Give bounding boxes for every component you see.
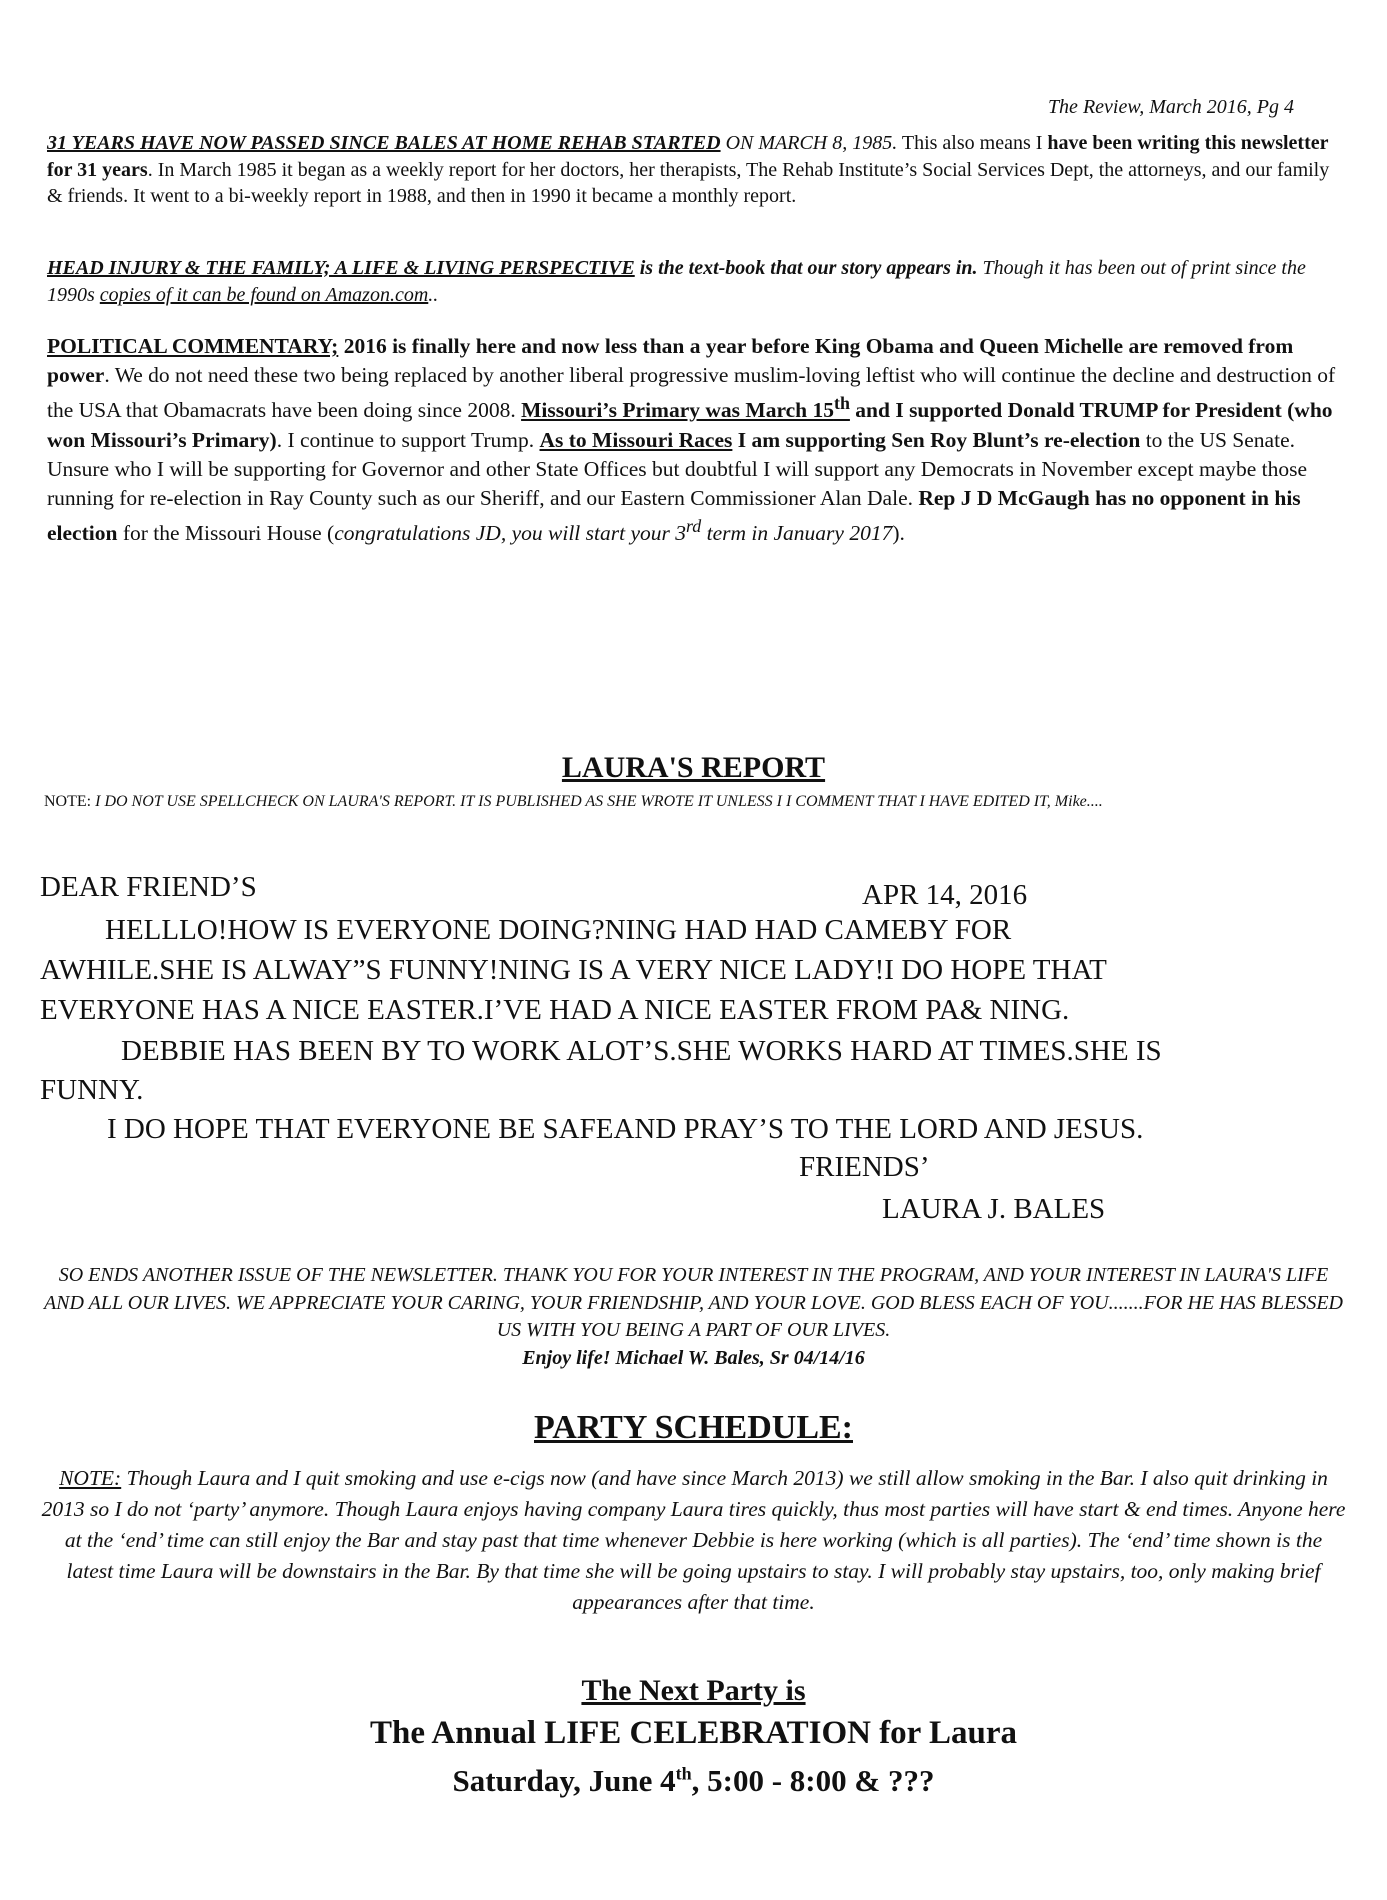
political-bold-1: 2016 is finally here and now less than a year before King Obama and Queen Michelle are removed from power	[47, 334, 1294, 388]
political-italic-1-text: congratulations JD, you will start your 3	[334, 521, 686, 546]
political-italic-2: term in January 2017	[701, 521, 893, 546]
political-primary-sup: th	[833, 392, 850, 413]
letter-line-4: DEBBIE HAS BEEN BY TO WORK ALOT’S.SHE WORKS HARD AT TIMES.SHE IS	[121, 1035, 1162, 1067]
next-party-when-sup: th	[675, 1763, 692, 1784]
political-text-3: to the US Senate. Unsure who I will be supporting for Governor and other State Offices but doubtful I will support any Democrats in November except maybe those running for re-election in Ray County such as our Sheriff, and our Eastern Commissioner Alan Dale.	[47, 427, 1308, 511]
letter-line-2: AWHILE.SHE IS ALWAY”S FUNNY!NING IS A VERY NICE LADY!I DO HOPE THAT	[40, 954, 1107, 986]
next-party-event: The Annual LIFE CELEBRATION for Laura	[369, 1715, 1017, 1751]
political-text-1: . We do not need these two being replaced by another liberal progressive muslim-loving leftist who will continue the decline and destruction of the USA that Obamacrats have been doing since 2008.	[47, 363, 1336, 423]
closing-signature: Enjoy life! Michael W. Bales, Sr 04/14/16	[522, 1346, 865, 1369]
political-heading: POLITICAL COMMENTARY;	[47, 334, 339, 358]
anniversary-paragraph	[47, 130, 1347, 210]
political-text-4: for the Missouri House (	[117, 521, 335, 546]
political-text-2: . I continue to support Trump.	[276, 427, 540, 452]
letter-greeting: DEAR FRIEND’S	[40, 871, 257, 903]
letter-line-3: EVERYONE HAS A NICE EASTER.I’VE HAD A NICE EASTER FROM PA& NING.	[40, 994, 1070, 1026]
closing-text: SO ENDS ANOTHER ISSUE OF THE NEWSLETTER. THANK YOU FOR YOUR INTEREST IN THE PROGRAM, AND YOUR INTEREST IN LAURA'S LIFE AND ALL OUR LIVES. WE APPRECIATE YOUR CARING, YOUR FRIENDSHIP, AND YOUR LOVE. GOD BLESS EACH OF YOU.......FOR HE HAS BLESSED US WITH YOU BEING A PART OF OUR LIVES.	[43, 1264, 1344, 1342]
letter-line-5: FUNNY.	[40, 1074, 144, 1106]
party-note	[40, 1463, 1347, 1618]
laura-report-note	[44, 792, 1344, 813]
next-party-when-b: , 5:00 - 8:00 & ???	[691, 1763, 935, 1798]
laura-note-text: I DO NOT USE SPELLCHECK ON LAURA'S REPORT. IT IS PUBLISHED AS SHE WROTE IT UNLESS I I COMMENT THAT I HAVE EDITED IT, Mike....	[91, 793, 1103, 810]
anniversary-headline: 31 YEARS HAVE NOW PASSED SINCE BALES AT HOME REHAB STARTED	[47, 132, 721, 154]
amazon-link[interactable]: copies of it can be found on Amazon.com	[99, 283, 429, 306]
anniversary-text-2: . In March 1985 it began as a weekly report for her doctors, her therapists, The Rehab Institute’s Social Services Dept, the attorneys, and our family & friends. It went to a bi-weekly report in 1988, and then in 1990 it became a monthly report.	[47, 158, 1330, 208]
laura-report-title: LAURA'S REPORT	[561, 751, 826, 784]
book-title: HEAD INJURY & THE FAMILY; A LIFE & LIVING PERSPECTIVE	[47, 257, 635, 279]
party-schedule-title-text: PARTY SCHEDULE:	[534, 1409, 853, 1446]
next-party-when-a: Saturday, June 4	[452, 1763, 676, 1798]
letter-signature: LAURA J. BALES	[882, 1193, 1106, 1225]
letter-signoff: FRIENDS’	[799, 1151, 930, 1183]
political-races: As to Missouri Races	[539, 427, 733, 452]
political-bold-4: Rep J D McGaugh has no opponent in his election	[47, 486, 1301, 546]
laura-note-label: NOTE:	[44, 793, 92, 810]
letter-date: APR 14, 2016	[862, 879, 1028, 911]
party-note-text: Though Laura and I quit smoking and use e-cigs now (and have since March 2013) we still allow smoking in the Bar. I also quit drinking in 2013 so I do not ‘party’ anymore. Though Laura enjoys having company Laura tires quickly, thus most parties will have start & end times. Anyone here at the ‘end’ time can still enjoy the Bar and stay past that time whenever Debbie is here working (which is all parties). The ‘end’ time shown is the latest time Laura will be downstairs in the Bar. By that time she will be going upstairs to stay. I will probably stay upstairs, too, only making brief appearances after that time.	[41, 1466, 1346, 1614]
letter-line-1: HELLLO!HOW IS EVERYONE DOING?NING HAD HAD CAMEBY FOR	[105, 914, 1012, 946]
political-bold-3: I am supporting Sen Roy Blunt’s re-election	[732, 427, 1141, 452]
letter-line-6: I DO HOPE THAT EVERYONE BE SAFEAND PRAY’S TO THE LORD AND JESUS.	[107, 1113, 1144, 1145]
next-party-label-text: The Next Party is	[581, 1674, 806, 1707]
next-party-label	[0, 1674, 1387, 1708]
book-paragraph	[47, 255, 1347, 308]
political-text-5: ).	[892, 521, 905, 546]
page-header: The Review, March 2016, Pg 4	[1047, 96, 1294, 118]
political-paragraph	[47, 332, 1347, 548]
anniversary-text-1: This also means I	[897, 132, 1048, 154]
political-primary-text: Missouri’s Primary was March 15	[521, 398, 834, 423]
political-italic-1	[334, 515, 893, 546]
party-note-label: NOTE:	[59, 1466, 122, 1490]
political-bold-2: and I supported Donald TRUMP for President (who won Missouri’s Primary)	[47, 398, 1333, 452]
book-bold-text: is the text-book that our story appears in.	[634, 257, 978, 279]
book-text-2: ..	[428, 283, 439, 306]
anniversary-bold: have been writing this newsletter for 31 years	[47, 132, 1329, 181]
political-primary	[521, 392, 850, 423]
closing-paragraph	[40, 1262, 1347, 1372]
next-party-when	[0, 1763, 1387, 1799]
book-text-1: Though it has been out of print since the 1990s	[47, 257, 1306, 306]
party-schedule-title	[0, 1409, 1387, 1447]
anniversary-date: ON MARCH 8, 1985.	[720, 132, 898, 154]
political-italic-sup: rd	[685, 515, 702, 536]
